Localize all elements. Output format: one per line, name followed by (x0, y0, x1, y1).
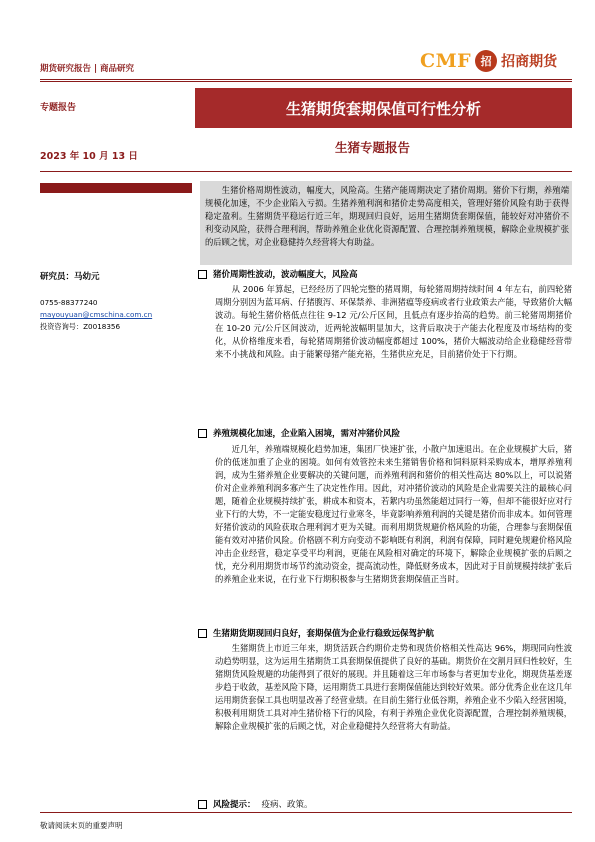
summary-text: 生猪价格周期性波动，幅度大，风险高。生猪产能周期决定了猪价周期。猪价下行期，养殖端规模化加速，不少企业陷入亏损。生猪养殖利润和猪价走势高度相关，管理好猪价风险有助于获得稳定盈利。生猪期货平稳运行近三年，期现回归良好，运用生猪期货套期保值，能较好对冲猪价不利变动风险，获得合理利润，帮助养殖企业优化资源配置、合理控制养殖规模，解除企业规模扩张的后顾之忧，对企业稳健持久经营将大有助益。 (205, 185, 569, 248)
analyst-email[interactable]: mayouyuan@cmschina.com.cn (40, 310, 153, 319)
checkbox-bullet-icon (198, 429, 207, 438)
report-type-label: 专题报告 (40, 103, 77, 113)
checkbox-bullet-icon (198, 270, 207, 279)
header-rule-2 (40, 81, 572, 82)
report-subtitle: 生猪专题报告 (335, 140, 411, 155)
section-body: 从 2006 年算起，已经经历了四轮完整的猪周期，每轮猪周期持续时间 4 年左右，前四轮猪周期分别因为蓝耳病、仔猪腹泻、环保禁养、非洲猪瘟等疫病或者行业政策去产能，导致猪价大幅波动。每轮生猪价格低点往往 9-12 元/公斤区间，且低点有逐步抬高的趋势。前三轮猪周期猪价在 10-20 元/公斤区间波动，近两轮波幅明显加大，这背后取决于产能去化程度及市场结构的变化，从价格维度来看，每轮猪周期猪价波动幅度都超过 100%，猪价大幅波动给企业稳健经营带来不小挑战和风险。由于能繁母猪产能充裕，生猪供应充足，目前猪价处于下行期。 (215, 284, 572, 360)
section-heading-text: 生猪期货期现回归良好，套期保值为企业行稳致远保驾护航 (213, 629, 435, 639)
company-logo (420, 48, 570, 74)
section-heading-text: 猪价周期性波动，波动幅度大，风险高 (213, 270, 358, 280)
report-date: 2023 年 10 月 13 日 (40, 151, 138, 162)
risk-label: 风险提示： (213, 800, 256, 810)
risk-warning (198, 798, 313, 810)
footer-disclaimer: 敬请阅读末页的重要声明 (40, 821, 123, 830)
logo-chinese: 招商期货 (501, 54, 558, 70)
section-heading (198, 268, 358, 280)
checkbox-bullet-icon (198, 800, 207, 809)
sidebar-accent-bar (40, 183, 192, 193)
analyst-license: 投资咨询号：Z0018356 (40, 322, 121, 331)
header-rule (40, 79, 572, 80)
analyst-phone: 0755-88377240 (40, 298, 98, 307)
section-body: 生猪期货上市近三年来，期货活跃合约期价走势和现货价格相关性高达 96%，期现同向性波动趋势明显，这为运用生猪期货工具套期保值提供了良好的基础。期货价在交割月回归性较好，生猪期货风险规避的功能得到了很好的展现。并且随着这三年市场参与者更加专业化，期现货基差逐步趋于收敛，基差风险下降，运用期货工具进行套期保值能达到较好效果。部分优秀企业在这几年运用期货套保工具也明显改善了经营业绩。在目前生猪行业低谷期，养殖企业不少陷入经营困境，积极利用期货工具对冲生猪价格下行的风险，有利于养殖企业优化资源配置，合理控制养殖规模，解除企业规模扩张的后顾之忧，对企业稳健持久经营将大有助益。 (215, 643, 572, 732)
header-category: 期货研究报告 | 商品研究 (40, 64, 135, 74)
title-rule (40, 171, 572, 172)
logo-latin: CMF (420, 50, 472, 72)
footer-rule (40, 812, 572, 813)
logo-badge-icon: 招 (475, 50, 497, 72)
checkbox-bullet-icon (198, 629, 207, 638)
section-heading (198, 627, 434, 639)
section-heading-text: 养殖规模化加速，企业陷入困境，需对冲猪价风险 (213, 429, 401, 439)
risk-text: 疫病、政策。 (261, 800, 313, 810)
analyst-info (40, 270, 190, 333)
analyst-name: 研究员：马幼元 (40, 272, 100, 282)
report-title: 生猪期货套期保值可行性分析 (195, 88, 572, 128)
section-heading (198, 427, 400, 439)
section-body: 近几年，养殖端规模化趋势加速，集团厂快速扩张，小散户加速退出。在企业规模扩大后，猪价的低迷加重了企业的困境。如何有效管控未来生猪销售价格和饲料原料采购成本，增厚养殖利润，成为生猪养殖企业要解决的关键问题，而养殖利润和猪价的相关性高达 80%以上，可以说猪价对企业养殖利润多寡产生了决定性作用。因此，对冲猪价波动的风险是企业需要关注的最核心问题，随着企业规模持续扩张，耕成本和资本，若絮内功虽然能超过同行一筹，但却不能很好应对行业下行的大势，不一定能安稳度过行业寒冬，毕竟影响养殖利润的关键是猪价而非成本。如何管理好猪价波动的风险获取合理利润才更为关键。而利用期货规避价格风险的功能，合理参与套期保值能有效对冲猪价风险。价格剧不利方向变动不影响既有利润，利润有保障，同时避免规避价格风险冲击企业经营，稳定享受平均利润，更能在风险相对确定的环境下，解除企业规模扩张的后顾之忧，充分利用期货市场节约流动资金，提高流动性，降低财务成本，因此对于目前规模持续扩张后的养殖企业来说，在行业下行期积极参与生猪期货套期保值正当时。 (215, 444, 572, 585)
